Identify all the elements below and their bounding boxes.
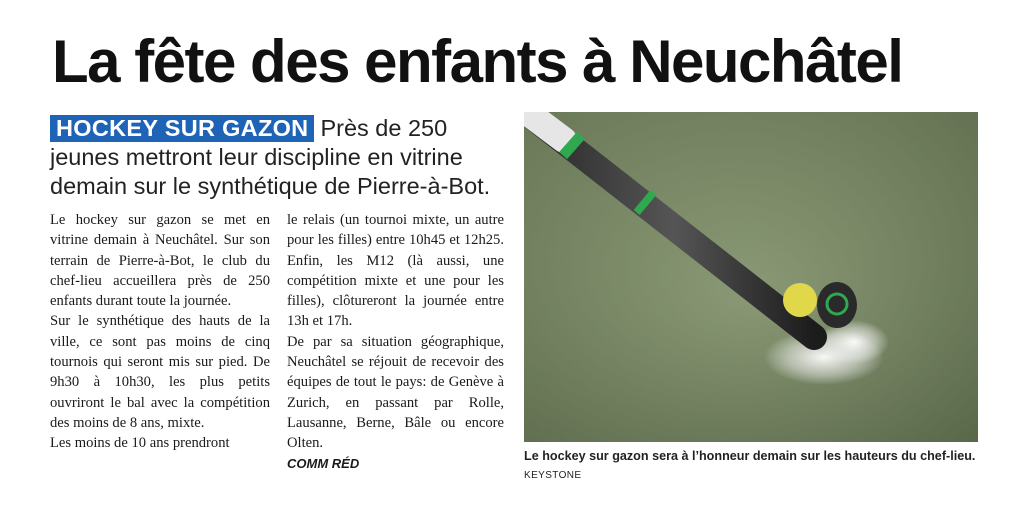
body-paragraph: Le hockey sur gazon se met en vitrine demain à Neuchâtel. Sur son terrain de Pierre-à-Bot, le club du chef-lieu accueillera près de 250 enfants durant toute la journée.	[50, 212, 270, 310]
body-paragraph: Les moins de 10 ans prendront	[50, 435, 230, 452]
byline: COMM RÉD	[287, 455, 360, 471]
caption-text: Le hockey sur gazon sera à l’honneur demain sur les hauteurs du chef-lieu.	[524, 449, 976, 463]
headline: La fête des enfants à Neuchâtel	[52, 28, 903, 95]
lead-text: Près de 250 jeunes mettront leur discipline en vitrine demain sur le synthétique de Pierre-à-Bot.	[50, 115, 491, 199]
body-paragraph: Sur le synthétique des hauts de la ville, ce sont pas moins de cinq tournois qui seront mis sur pied. De 9h30 à 10h30, les plus petits ouvriront le bal avec la compétition des moins de 8 ans, mixte.	[50, 313, 270, 431]
body-paragraph: le relais (un tournoi mixte, un autre pour les filles) entre 10h45 et 12h25. Enfin, les M12 (là aussi, une compétition mixte et une pour les filles), clôtureront la journée entre 13h et 17h.	[287, 212, 504, 330]
hockey-stick-illustration	[524, 112, 978, 442]
body-paragraph: De par sa situation géographique, Neuchâtel se réjouit de recevoir des équipes de tout le pays: de Genève à Zurich, en passant par Rolle, Lausanne, Berne, Bâle ou encore Olten.	[287, 333, 504, 452]
photo-caption	[524, 447, 978, 485]
photo-credit: KEYSTONE	[524, 470, 582, 481]
body-column-1	[50, 210, 270, 454]
hockey-photo	[524, 112, 978, 442]
lead-paragraph	[50, 114, 515, 201]
section-kicker: HOCKEY SUR GAZON	[50, 115, 314, 142]
body-column-2	[287, 210, 504, 474]
